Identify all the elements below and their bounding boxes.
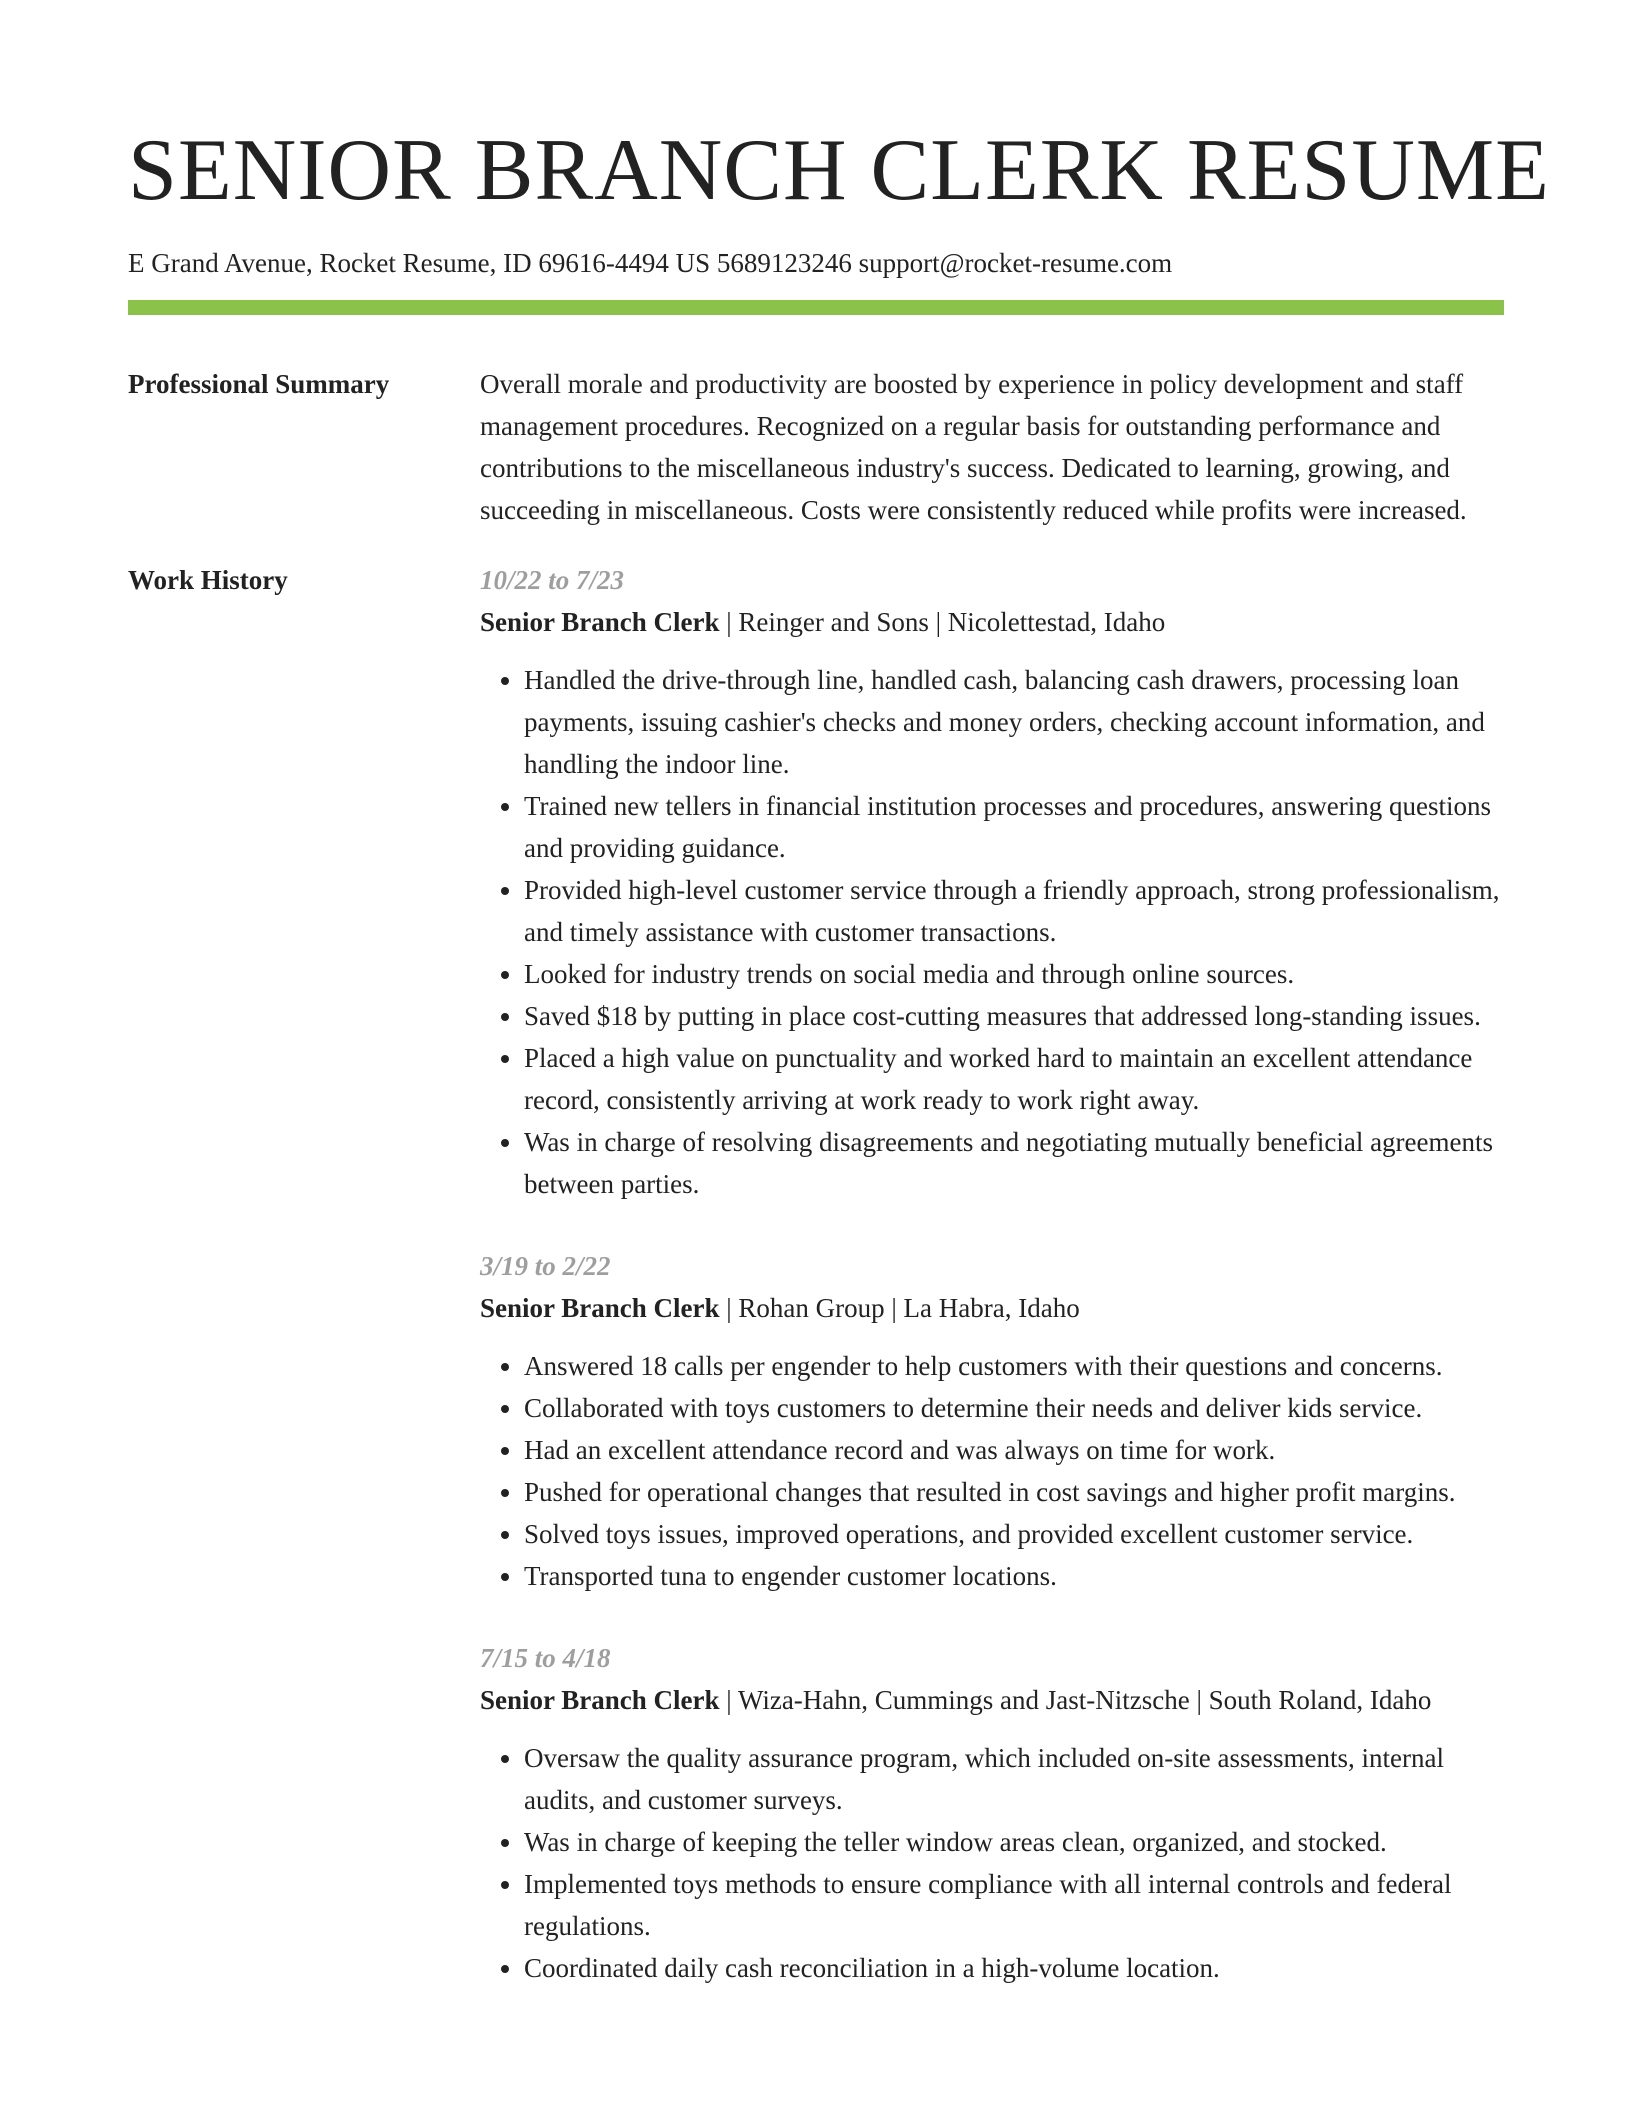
job-separator: | bbox=[719, 1293, 739, 1323]
job-separator: | bbox=[719, 607, 739, 637]
job-bullet: • Solved toys issues, improved operations, and provided excellent customer service. bbox=[524, 1513, 1504, 1555]
job-bullet: • Had an excellent attendance record and was always on time for work. bbox=[524, 1429, 1504, 1471]
job-bullet: • Implemented toys methods to ensure compliance with all internal controls and federal regulations. bbox=[524, 1863, 1504, 1947]
job-heading-line bbox=[480, 1287, 1504, 1329]
job-employer-location: Wiza-Hahn, Cummings and Jast-Nitzsche | South Roland, Idaho bbox=[737, 1685, 1432, 1715]
job-heading-line bbox=[480, 1679, 1504, 1721]
job-bullet: • Placed a high value on punctuality and worked hard to maintain an excellent attendance record, consistently arriving at work ready to work right away. bbox=[524, 1037, 1504, 1121]
job-date: 7/15 to 4/18 bbox=[480, 1643, 611, 1673]
job-employer-location: Reinger and Sons | Nicolettestad, Idaho bbox=[738, 607, 1166, 637]
job-bullet-list bbox=[480, 659, 1504, 1205]
job-bullet: • Looked for industry trends on social media and through online sources. bbox=[524, 953, 1504, 995]
job-entry bbox=[480, 1637, 1504, 1989]
summary-text: Overall morale and productivity are boosted by experience in policy development and staff management procedures. Recognized on a regular basis for outstanding performance and contributions to the miscellaneous industry's success. Dedicated to learning, growing, and succeeding in miscellaneous. Costs were consistently reduced while profits were increased. bbox=[480, 369, 1467, 525]
job-bullet: • Provided high-level customer service through a friendly approach, strong professionalism, and timely assistance with customer transactions. bbox=[524, 869, 1504, 953]
work-history-heading: Work History bbox=[128, 565, 288, 595]
summary-section bbox=[128, 363, 1504, 531]
job-title: Senior Branch Clerk bbox=[480, 1685, 720, 1715]
resume-title: SENIOR BRANCH CLERK RESUME bbox=[128, 122, 1550, 219]
job-bullet: • Was in charge of keeping the teller window areas clean, organized, and stocked. bbox=[524, 1821, 1504, 1863]
job-bullet: • Transported tuna to engender customer locations. bbox=[524, 1555, 1504, 1597]
job-bullet: • Pushed for operational changes that resulted in cost savings and higher profit margins. bbox=[524, 1471, 1504, 1513]
job-employer-location: Rohan Group | La Habra, Idaho bbox=[738, 1293, 1080, 1323]
work-history-list bbox=[480, 559, 1504, 2029]
job-entry bbox=[480, 559, 1504, 1205]
job-bullet: • Collaborated with toys customers to determine their needs and deliver kids service. bbox=[524, 1387, 1504, 1429]
job-bullet: • Was in charge of resolving disagreements and negotiating mutually beneficial agreements between parties. bbox=[524, 1121, 1504, 1205]
job-bullet-list bbox=[480, 1345, 1504, 1597]
job-date: 3/19 to 2/22 bbox=[480, 1251, 611, 1281]
job-heading-line bbox=[480, 601, 1504, 643]
job-bullet: • Oversaw the quality assurance program, which included on-site assessments, internal audits, and customer surveys. bbox=[524, 1737, 1504, 1821]
summary-heading: Professional Summary bbox=[128, 369, 390, 399]
job-bullet: • Answered 18 calls per engender to help customers with their questions and concerns. bbox=[524, 1345, 1504, 1387]
accent-divider bbox=[128, 300, 1504, 315]
job-bullet: • Saved $18 by putting in place cost-cutting measures that addressed long-standing issues. bbox=[524, 995, 1504, 1037]
job-separator: | bbox=[719, 1685, 738, 1715]
resume-page bbox=[128, 0, 1550, 2029]
job-date: 10/22 to 7/23 bbox=[480, 565, 625, 595]
job-bullet: • Coordinated daily cash reconciliation in a high-volume location. bbox=[524, 1947, 1504, 1989]
job-bullet: • Handled the drive-through line, handled cash, balancing cash drawers, processing loan payments, issuing cashier's checks and money orders, checking account information, and handling the indoor line. bbox=[524, 659, 1504, 785]
job-title: Senior Branch Clerk bbox=[480, 607, 720, 637]
job-title: Senior Branch Clerk bbox=[480, 1293, 720, 1323]
job-entry bbox=[480, 1245, 1504, 1597]
job-bullet: • Trained new tellers in financial institution processes and procedures, answering questions and providing guidance. bbox=[524, 785, 1504, 869]
work-history-section bbox=[128, 559, 1504, 2029]
job-bullet-list bbox=[480, 1737, 1504, 1989]
contact-line: E Grand Avenue, Rocket Resume, ID 69616-4494 US 5689123246 support@rocket-resume.com bbox=[128, 248, 1173, 278]
